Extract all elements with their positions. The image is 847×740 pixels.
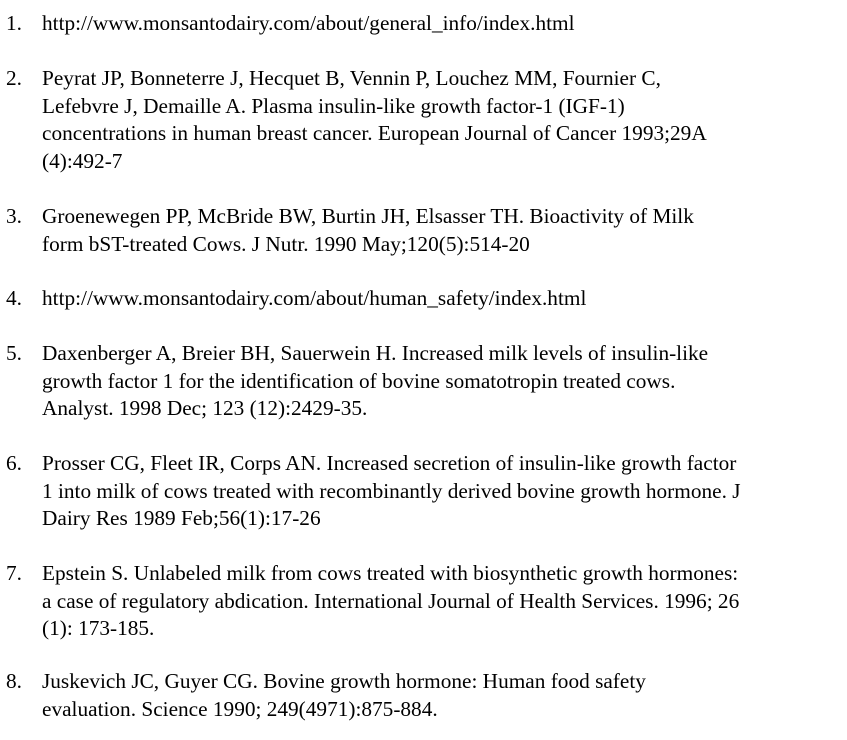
reference-line: Daxenberger A, Breier BH, Sauerwein H. Increased milk levels of insulin-like xyxy=(42,341,709,365)
reference-line: http://www.monsantodairy.com/about/human_safety/index.html xyxy=(42,286,587,310)
reference-line: (1): 173-185. xyxy=(42,616,155,640)
reference-number: 8. xyxy=(6,669,22,693)
reference-text xyxy=(42,560,822,643)
reference-text xyxy=(42,10,822,38)
reference-line: Dairy Res 1989 Feb;56(1):17-26 xyxy=(42,506,321,530)
reference-text xyxy=(42,340,822,423)
reference-number: 2. xyxy=(6,66,22,90)
reference-line: evaluation. Science 1990; 249(4971):875-884. xyxy=(42,696,438,721)
reference-line: Juskevich JC, Guyer CG. Bovine growth hormone: Human food safety xyxy=(42,669,646,693)
reference-line: a case of regulatory abdication. International Journal of Health Services. 1996; 26 xyxy=(42,588,740,613)
reference-text xyxy=(42,450,822,533)
reference-number: 3. xyxy=(6,204,22,228)
reference-line: Epstein S. Unlabeled milk from cows treated with biosynthetic growth hormones: xyxy=(42,561,739,585)
reference-text xyxy=(42,203,822,258)
reference-line: 1 into milk of cows treated with recombinantly derived bovine growth hormone. J xyxy=(42,478,741,503)
reference-number: 1. xyxy=(6,11,22,35)
reference-text xyxy=(42,65,822,175)
reference-text xyxy=(42,668,822,723)
reference-line: Prosser CG, Fleet IR, Corps AN. Increased secretion of insulin-like growth factor xyxy=(42,451,737,475)
reference-line: Peyrat JP, Bonneterre J, Hecquet B, Vennin P, Louchez MM, Fournier C, xyxy=(42,66,661,90)
reference-line: growth factor 1 for the identification of bovine somatotropin treated cows. xyxy=(42,368,676,393)
reference-line: Analyst. 1998 Dec; 123 (12):2429-35. xyxy=(42,396,368,420)
reference-number: 6. xyxy=(6,451,22,475)
reference-number: 7. xyxy=(6,561,22,585)
reference-number: 4. xyxy=(6,286,22,310)
reference-number: 5. xyxy=(6,341,22,365)
reference-line: Lefebvre J, Demaille A. Plasma insulin-like growth factor-1 (IGF-1) xyxy=(42,93,625,118)
reference-text xyxy=(42,285,822,313)
reference-line: concentrations in human breast cancer. European Journal of Cancer 1993;29A xyxy=(42,121,707,145)
reference-line: http://www.monsantodairy.com/about/general_info/index.html xyxy=(42,11,575,35)
reference-line: form bST-treated Cows. J Nutr. 1990 May;120(5):514-20 xyxy=(42,231,530,256)
reference-line: (4):492-7 xyxy=(42,148,123,173)
reference-line: Groenewegen PP, McBride BW, Burtin JH, Elsasser TH. Bioactivity of Milk xyxy=(42,204,694,228)
